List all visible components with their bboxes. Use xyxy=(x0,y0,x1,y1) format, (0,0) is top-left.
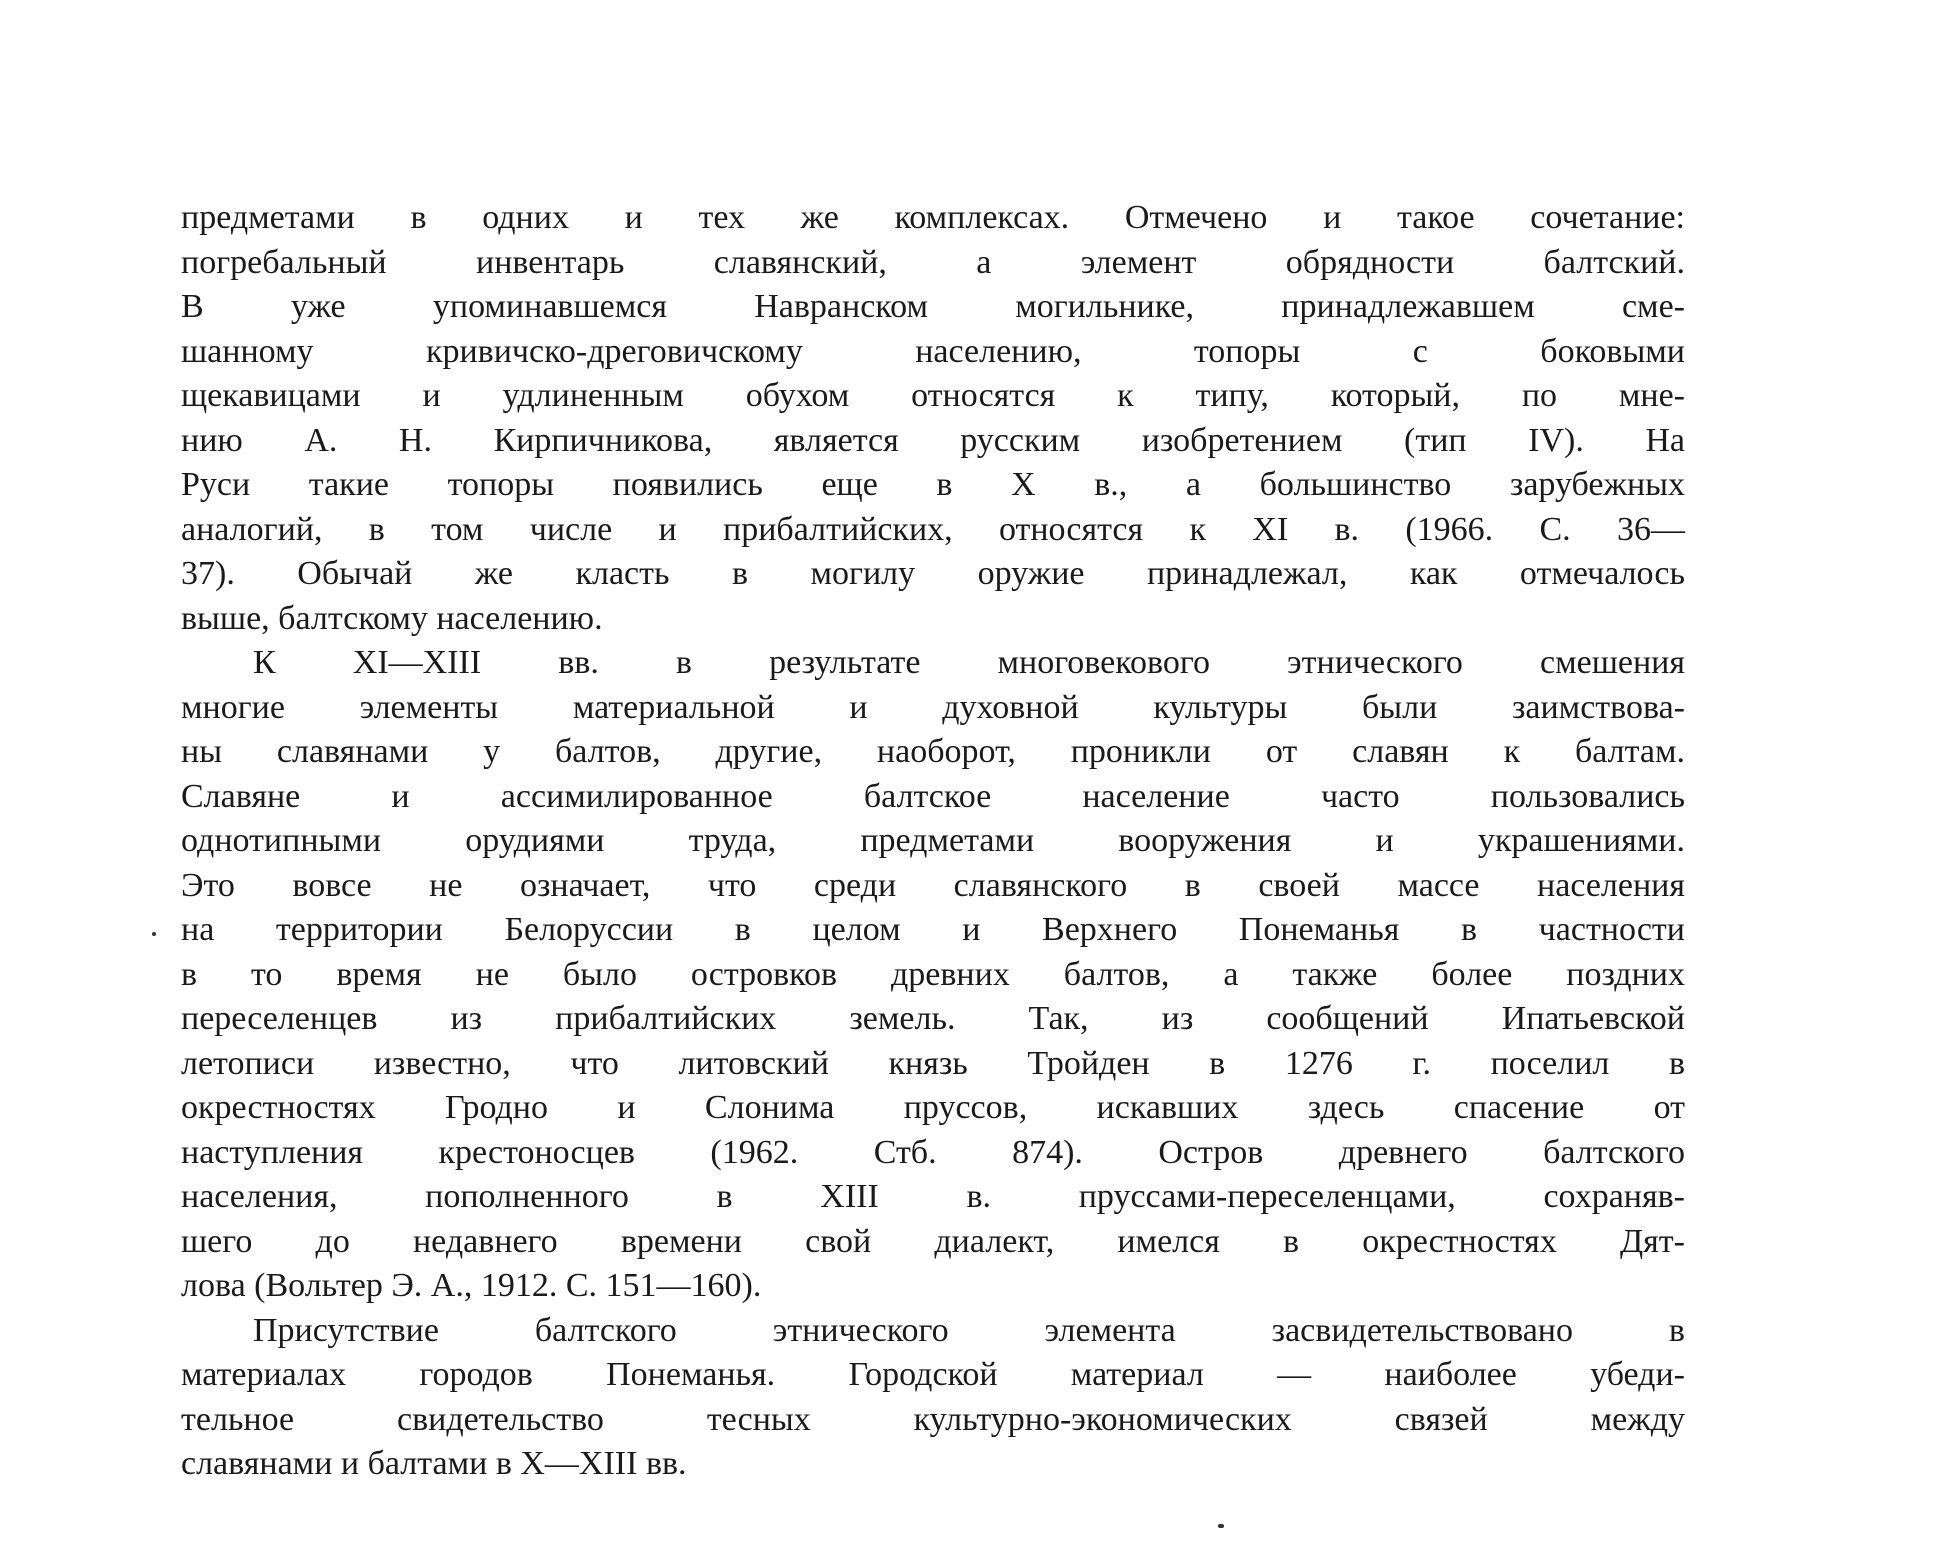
text-line: Руси такие топоры появились еще в X в., а большинство зарубежных xyxy=(181,466,1685,503)
text-line: Присутствие балтского этнического элемента засвидетельствовано в xyxy=(253,1311,1685,1349)
text-line: лова (Вольтер Э. А., 1912. С. 151—160). xyxy=(181,1267,762,1304)
text-line: погребальный инвентарь славянский, а элемент обрядности балтский. xyxy=(181,243,1685,281)
text-line: ны славянами у балтов, другие, наоборот, проникли от славян к балтам. xyxy=(181,733,1685,770)
text-line: тельное свидетельство тесных культурно-экономических связей между xyxy=(181,1400,1685,1438)
text-line: летописи известно, что литовский князь Тройден в 1276 г. поселил в xyxy=(181,1044,1685,1082)
text-line: нию А. Н. Кирпичникова, является русским изобретением (тип IV). На xyxy=(181,421,1685,459)
body-text xyxy=(181,196,1685,1487)
text-line: предметами в одних и тех же комплексах. Отмечено и такое сочетание: xyxy=(181,199,1685,236)
text-line: населения, пополненного в XIII в. пруссами-переселенцами, сохраняв- xyxy=(181,1178,1685,1215)
text-line: славянами и балтами в X—XIII вв. xyxy=(181,1445,687,1482)
text-line: щекавицами и удлиненным обухом относятся к типу, который, по мне- xyxy=(181,377,1685,414)
text-line: многие элементы материальной и духовной культуры были заимствова- xyxy=(181,688,1685,726)
text-line: окрестностях Гродно и Слонима пруссов, искавших здесь спасение от xyxy=(181,1089,1685,1126)
text-line: 37). Обычай же класть в могилу оружие принадлежал, как отмечалось xyxy=(181,555,1685,592)
scan-speck xyxy=(1218,1524,1224,1528)
scan-speck xyxy=(152,932,156,936)
text-line: материалах городов Понеманья. Городской материал — наиболее убеди- xyxy=(181,1356,1685,1393)
text-line: переселенцев из прибалтийских земель. Так, из сообщений Ипатьевской xyxy=(181,1000,1685,1037)
text-line: Это вовсе не означает, что среди славянского в своей массе населения xyxy=(181,866,1685,904)
text-line: Славяне и ассимилированное балтское население часто пользовались xyxy=(181,777,1685,815)
text-line: шанному кривичско-дреговичскому населению, топоры с боковыми xyxy=(181,332,1685,370)
text-line: В уже упоминавшемся Навранском могильнике, принадлежавшем сме- xyxy=(181,288,1685,325)
text-line: на территории Белоруссии в целом и Верхнего Понеманья в частности xyxy=(181,911,1685,948)
text-line: наступления крестоносцев (1962. Стб. 874). Остров древнего балтского xyxy=(181,1133,1685,1171)
text-line: в то время не было островков древних балтов, а также более поздних xyxy=(181,955,1685,993)
text-line: шего до недавнего времени свой диалект, имелся в окрестностях Дят- xyxy=(181,1222,1685,1260)
text-line: однотипными орудиями труда, предметами вооружения и украшениями. xyxy=(181,822,1685,859)
text-line: выше, балтскому населению. xyxy=(181,599,603,637)
text-line: аналогий, в том числе и прибалтийских, относятся к XI в. (1966. С. 36— xyxy=(181,510,1685,548)
text-line: К XI—XIII вв. в результате многовекового этнического смешения xyxy=(253,644,1685,681)
